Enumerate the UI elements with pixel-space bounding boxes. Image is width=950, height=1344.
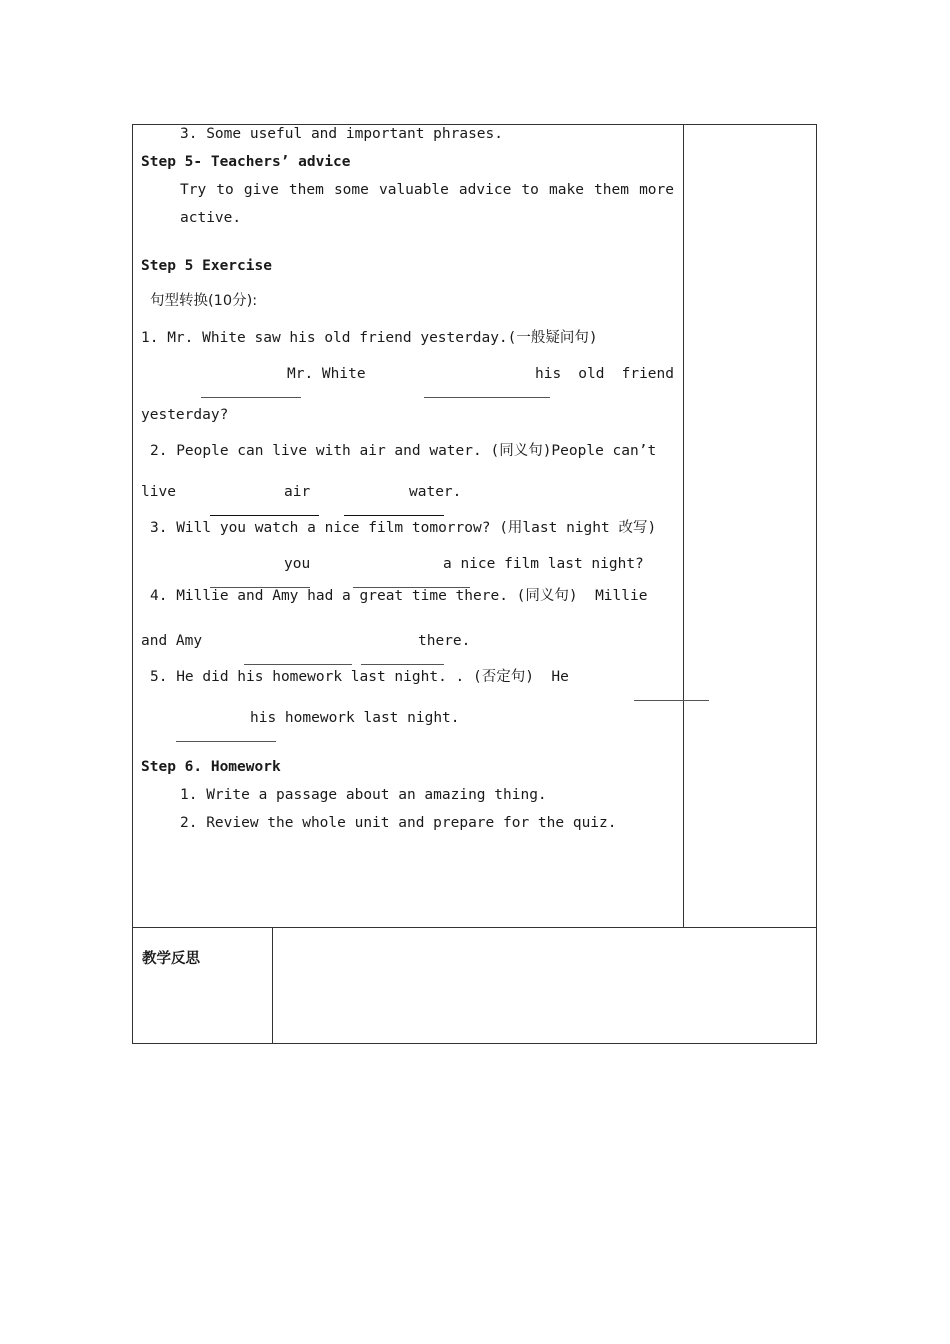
homework-item-2: 2. Review the whole unit and prepare for the quiz. — [180, 815, 617, 831]
question-1-blank-2 — [389, 365, 550, 421]
q4-and-amy: and Amy — [141, 633, 203, 649]
question-5: 5. He did his homework last night. . (否定句) He — [150, 669, 569, 685]
exercise-instruction: 句型转换(10分): — [150, 293, 258, 309]
answer-blank[interactable] — [353, 573, 470, 588]
question-2: 2. People can live with air and water. (同义句)People can’t — [150, 443, 657, 459]
q5-homework: his homework last night. — [250, 710, 460, 726]
advice-text-line2: active. — [180, 210, 242, 226]
teaching-reflection-label: 教学反思 — [142, 951, 200, 967]
question-1: 1. Mr. White saw his old friend yesterday.(一般疑问句) — [141, 330, 598, 346]
teaching-reflection-field[interactable] — [273, 928, 816, 1043]
answer-blank[interactable] — [176, 727, 276, 742]
answer-blank[interactable] — [361, 650, 444, 665]
answer-blank[interactable] — [634, 686, 709, 701]
step5-exercise-heading: Step 5 Exercise — [141, 258, 272, 274]
q4-there: there. — [418, 633, 471, 649]
question-3: 3. Will you watch a nice film tomorrow? (用last night 改写) — [150, 520, 657, 536]
table-column-divider — [683, 124, 684, 928]
q2-water: water. — [409, 484, 462, 500]
answer-blank[interactable] — [344, 501, 444, 516]
question-5-blank-1 — [599, 668, 709, 724]
answer-blank[interactable] — [210, 573, 310, 588]
advice-text-line1: Try to give them some valuable advice to make them more — [180, 182, 674, 198]
q2-live: live — [141, 484, 176, 500]
answer-blank[interactable] — [210, 501, 319, 516]
answer-blank[interactable] — [201, 383, 301, 398]
homework-item-1: 1. Write a passage about an amazing thing. — [180, 787, 547, 803]
answer-blank[interactable] — [424, 383, 550, 398]
q1-yesterday: yesterday? — [141, 407, 229, 423]
q1-mr-white: Mr. White — [287, 366, 366, 382]
q3-you: you — [284, 556, 311, 572]
phrases-item: 3. Some useful and important phrases. — [180, 126, 504, 142]
q2-air: air — [284, 484, 311, 500]
step5-advice-heading: Step 5- Teachers’ advice — [141, 154, 351, 170]
q1-his-old-friend: his old friend — [535, 366, 674, 382]
question-4: 4. Millie and Amy had a great time there. (同义句) Millie — [150, 588, 648, 604]
q3-nice-film: a nice film last night? — [443, 556, 644, 572]
step6-homework-heading: Step 6. Homework — [141, 759, 281, 775]
